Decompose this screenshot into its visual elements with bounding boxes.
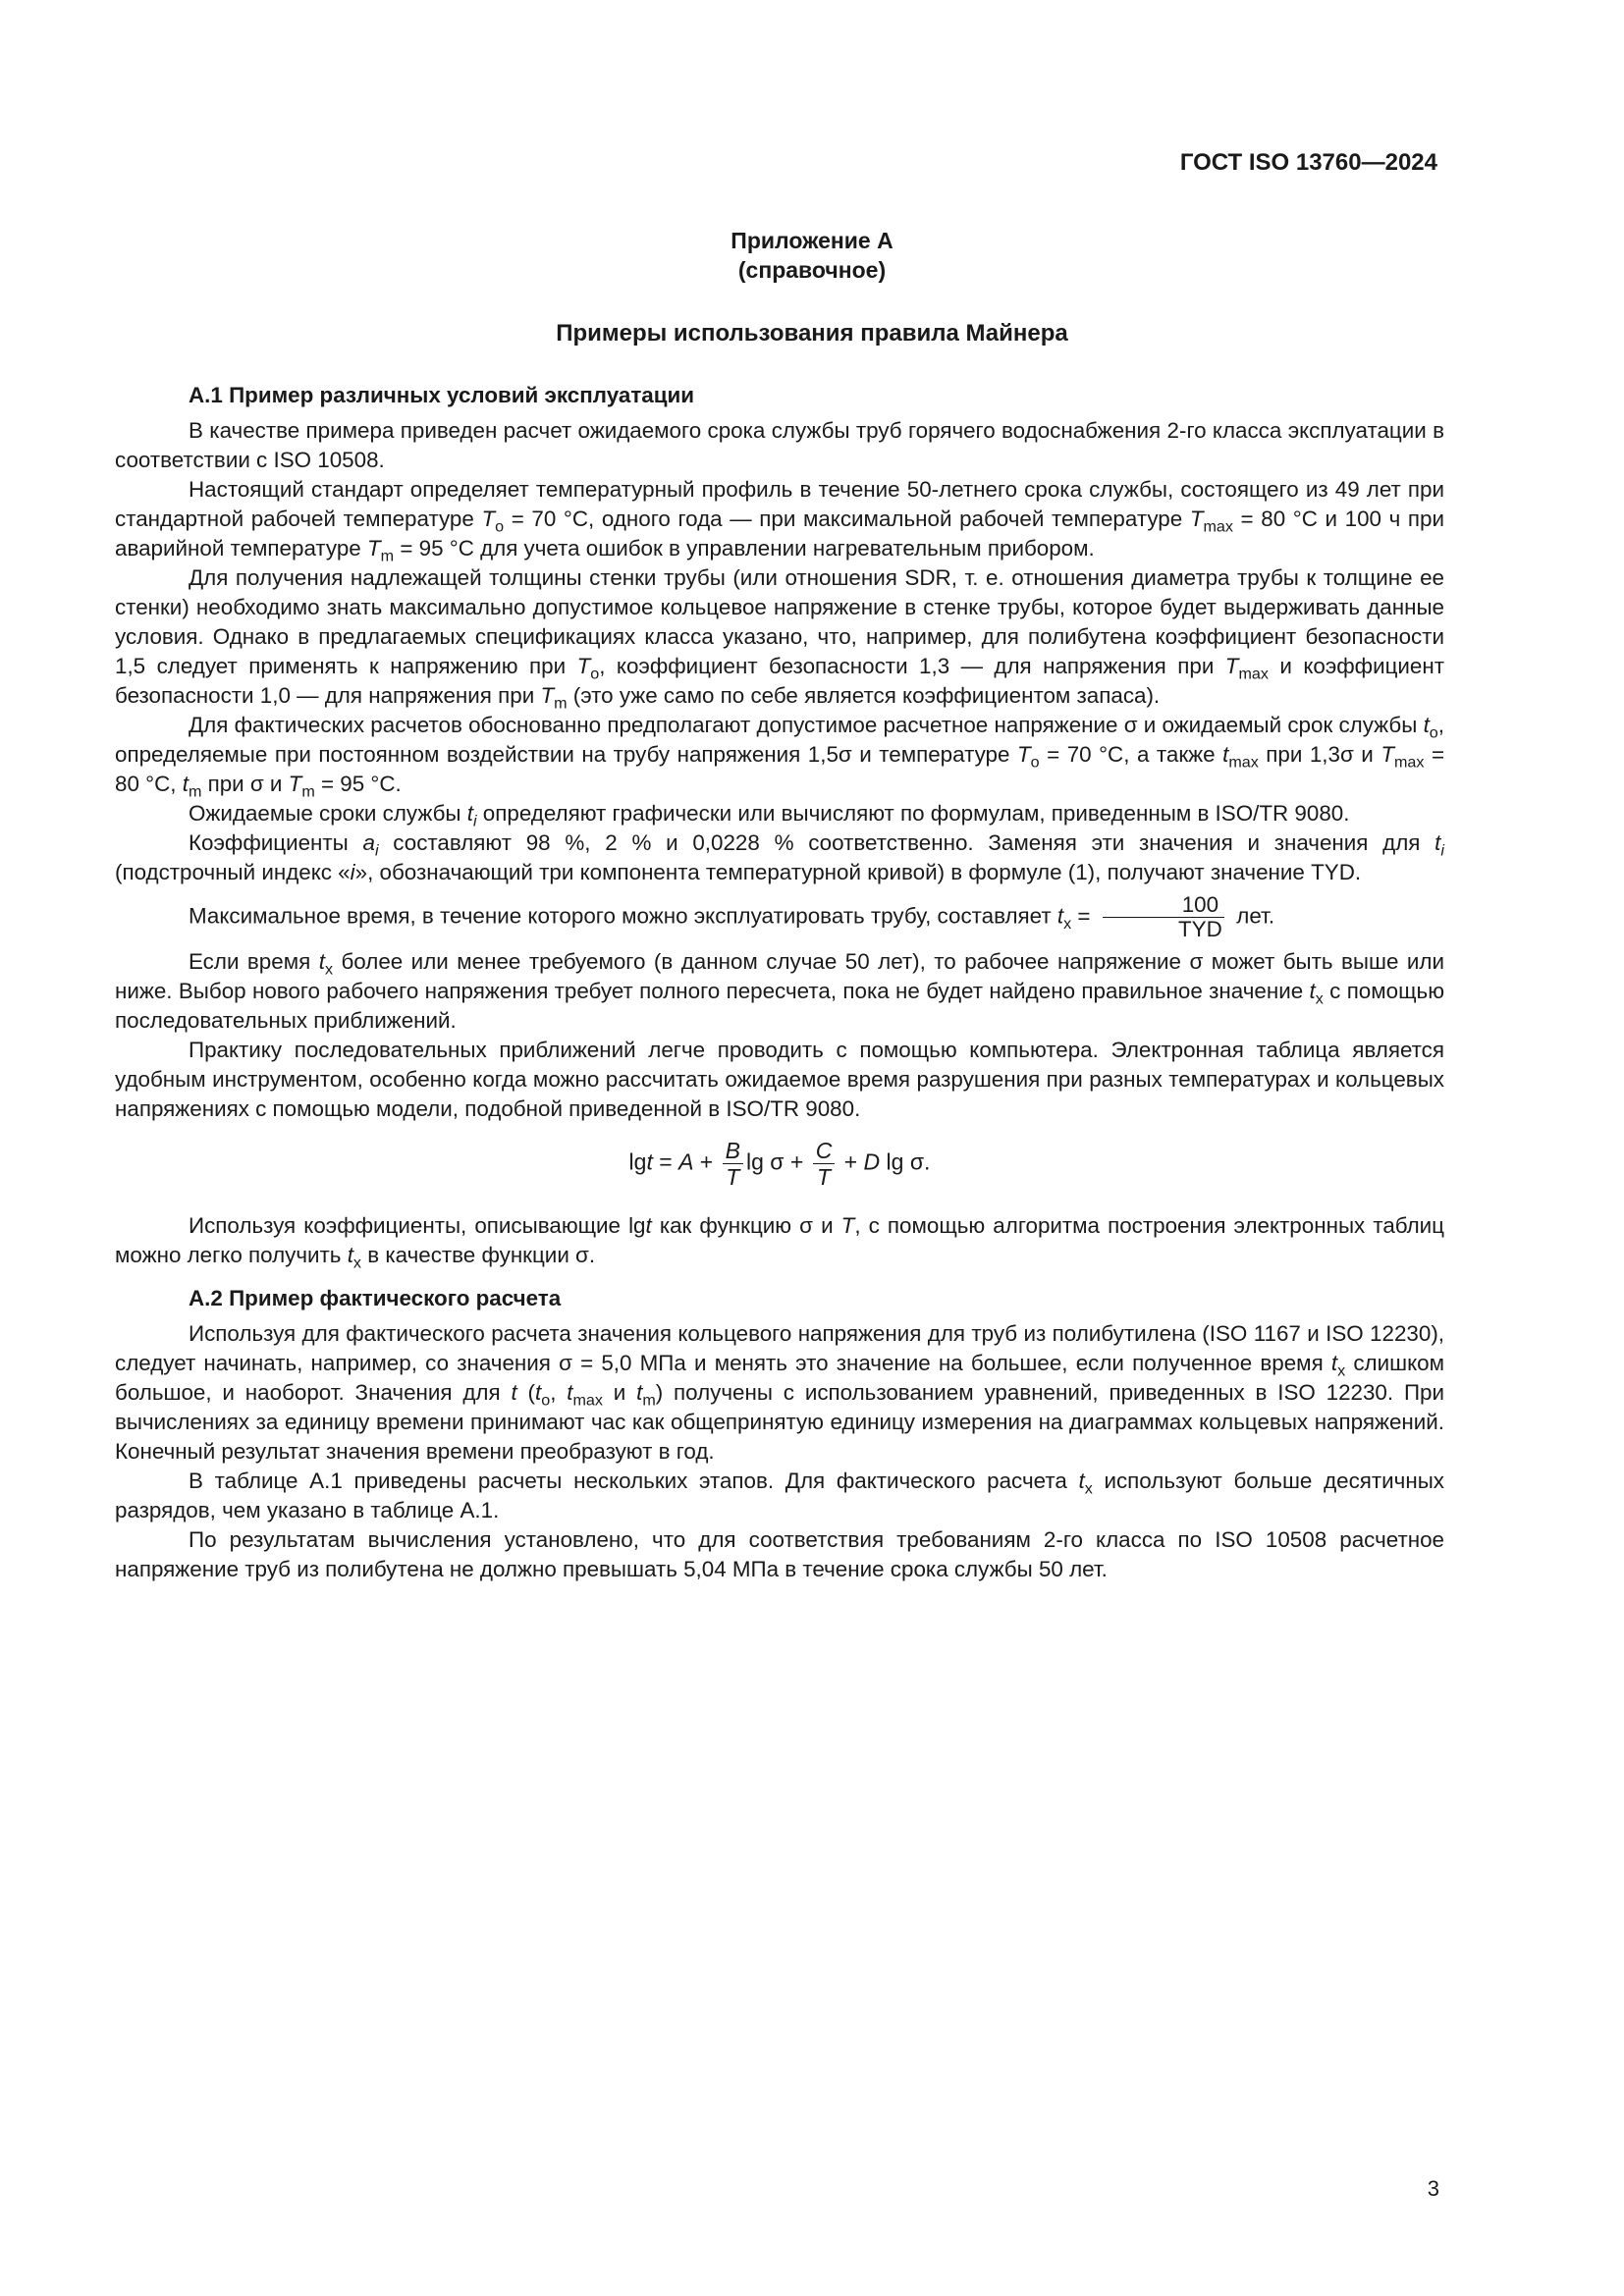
document-body xyxy=(115,381,1444,1584)
annex-title: Примеры использования правила Майнера xyxy=(556,320,1068,347)
formula-lgt: lgt = A + $\frac{B}{T}$ lg σ + $\frac{C}{T}$ + D lg σ. xyxy=(628,1138,931,1190)
paragraph: В таблице А.1 приведены расчеты нескольких этапов. Для фактического расчета $t_x$ используют больше десятичных разрядов, чем указано в таблице А.1. xyxy=(115,1468,1444,1522)
page-number: 3 xyxy=(1427,2176,1439,2201)
fraction-100-tyd: $\frac{100}{\text{TYD}}$ xyxy=(1103,893,1224,941)
document-code: ГОСТ ISO 13760—2024 xyxy=(1179,149,1437,176)
paragraph: По результатам вычисления установлено, что для соответствия требованиям 2-го класса по ISO 10508 расчетное напряжение труб из полибутена не должно превышать 5,04 МПа в течение срока службы 50 лет. xyxy=(115,1527,1444,1581)
paragraph: Для получения надлежащей толщины стенки трубы (или отношения SDR, т. е. отношения диаметра трубы к толщине ее стенки) необходимо знать максимально допустимое кольцевое напряжение в стенке трубы, которое будет выдерживать данные условия. Однако в предлагаемых спецификациях класса указано, что, например, для полибутена коэффициент безопасности 1,5 следует применять к напряжению при $T_о$, коэффициент безопасности 1,3 — для напряжения при $T_{max}$ и коэффициент безопасности 1,0 — для напряжения при $T_m$ (это уже само по себе является коэффициентом запаса). xyxy=(115,565,1444,713)
paragraph: В качестве примера приведен расчет ожидаемого срока службы труб горячего водоснабжения 2-го класса эксплуатации в соответствии с ISO 10508. xyxy=(115,418,1444,472)
paragraph: Для фактических расчетов обоснованно предполагают допустимое расчетное напряжение σ и ожидаемый срок службы $t_о$, определяемые при постоянном воздействии на трубу напряжения 1,5σ и температуре $T_о = 70$ °С, а также $t_{max}$ при 1,3σ и $T_{max} = 80$ °С, $t_m$ при σ и $T_m = 95$ °С. xyxy=(115,713,1445,801)
section-heading-a1: А.1 Пример различных условий эксплуатации xyxy=(189,383,695,407)
section-heading-a2: А.2 Пример фактического расчета xyxy=(189,1286,562,1310)
paragraph: Ожидаемые сроки службы $t_i$ определяют графически или вычисляют по формулам, приведенным в ISO/TR 9080. xyxy=(189,801,1350,830)
annex-label: Приложение А xyxy=(731,228,893,253)
paragraph: Коэффициенты $a_i$ составляют 98 %, 2 % и 0,0228 % соответственно. Заменяя эти значения и значения для $t_i$ (подстрочный индекс «i», обозначающий три компонента температурной кривой) в формуле (1), получают значение TYD. xyxy=(115,830,1444,884)
paragraph: Настоящий стандарт определяет температурный профиль в течение 50-летнего срока службы, состоящего из 49 лет при стандартной рабочей температуре $T_о = 70$ °С, одного года — при максимальной рабочей температуре $T_{max} = 80$ °С и 100 ч при аварийной температуре $T_m = 95$ °С для учета ошибок в управлении нагревательным прибором. xyxy=(115,477,1444,565)
paragraph: Используя коэффициенты, описывающие lgt как функцию σ и T, с помощью алгоритма построения электронных таблиц можно легко получить $t_x$ в качестве функции σ. xyxy=(115,1213,1444,1272)
annex-heading xyxy=(0,226,1624,285)
paragraph: Если время $t_x$ более или менее требуемого (в данном случае 50 лет), то рабочее напряжение σ может быть выше или ниже. Выбор нового рабочего напряжения требует полного пересчета, пока не будет найдено правильное значение $t_x$ с помощью последовательных приближений. xyxy=(115,949,1444,1033)
annex-type: (справочное) xyxy=(737,257,887,283)
paragraph: Практику последовательных приближений легче проводить с помощью компьютера. Электронная таблица является удобным инструментом, особенно когда можно рассчитать ожидаемое время разрушения при разных температурах и кольцевых напряжениях с помощью модели, подобной приведенной в ISO/TR 9080. xyxy=(115,1038,1444,1121)
paragraph: Используя для фактического расчета значения кольцевого напряжения для труб из полибутилена (ISO 1167 и ISO 12230), следует начинать, например, со значения σ = 5,0 МПа и менять это значение на большее, если полученное время $t_x$ слишком большое, и наоборот. Значения для t ($t_о$, $t_{max}$ и $t_m$) получены с использованием уравнений, приведенных в ISO 12230. При вычислениях за единицу времени принимают час как общепринятую единицу измерения на диаграммах кольцевых напряжений. Конечный результат значения времени преобразуют в год. xyxy=(115,1321,1444,1464)
paragraph-max-time: Максимальное время, в течение которого можно эксплуатировать трубу, составляет $t_x$ = $\frac{100}{\text{TYD}}$ лет. xyxy=(189,892,1275,941)
